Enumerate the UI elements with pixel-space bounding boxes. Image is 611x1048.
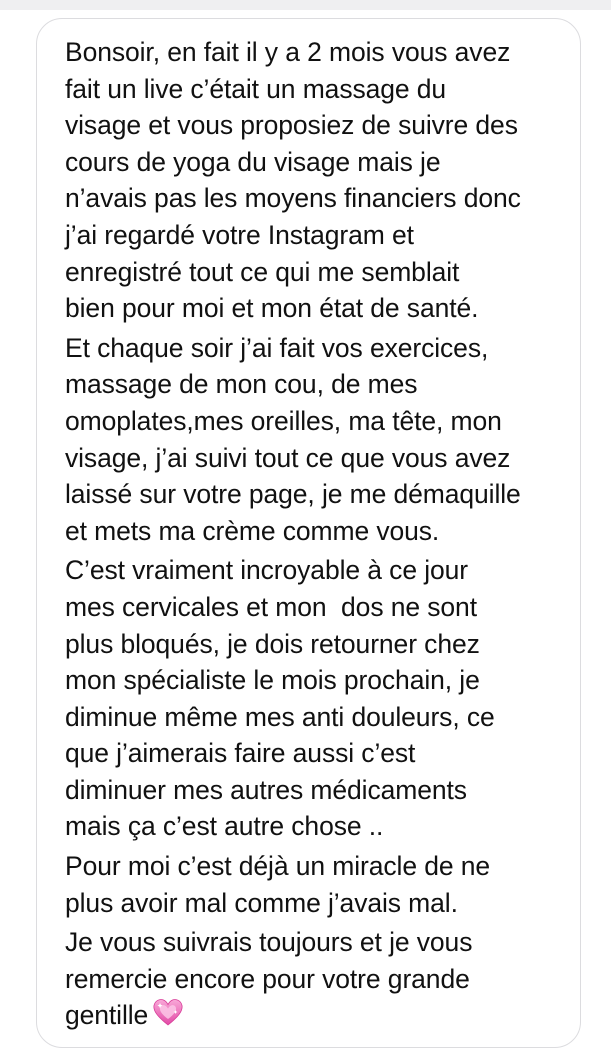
- message-line: plus avoir mal comme j’avais mal.: [65, 887, 458, 918]
- message-line: visage, j’ai suivi tout ce que vous avez: [65, 442, 511, 473]
- message-line: remercie encore pour votre grande: [65, 963, 470, 994]
- message-line: que j’aimerais faire aussi c’est: [65, 738, 416, 769]
- message-line: mes cervicales et mon dos ne sont: [65, 591, 477, 622]
- message-line: omoplates,mes oreilles, ma tête, mon: [65, 405, 502, 436]
- message-line: Bonsoir, en fait il y a 2 mois vous avez: [65, 37, 511, 67]
- message-line: visage et vous proposiez de suivre des: [65, 110, 518, 141]
- message-line: diminuer mes autres médicaments: [65, 774, 467, 805]
- message-paragraph: [65, 34, 565, 327]
- message-line: mon spécialiste le mois prochain, je: [65, 665, 480, 696]
- message-line: Et chaque soir j’ai fait vos exercices,: [65, 332, 489, 363]
- top-bar: [0, 0, 611, 10]
- sparkling-heart-icon: [152, 997, 184, 1037]
- message-line: bien pour moi et mon état de santé.: [65, 293, 479, 324]
- message-line: C’est vraiment incroyable à ce jour: [65, 555, 469, 586]
- message-line: j’ai regardé votre Instagram et: [65, 219, 414, 250]
- message-paragraph: [65, 330, 565, 550]
- message-paragraph: [65, 552, 565, 845]
- message-text: [65, 34, 565, 1037]
- message-line: n’avais pas les moyens financiers donc: [65, 183, 521, 214]
- message-line: diminue même mes anti douleurs, ce: [65, 701, 495, 732]
- message-line: fait un live c’était un massage du: [65, 73, 447, 104]
- message-line: et mets ma crème comme vous.: [65, 515, 440, 546]
- message-line: massage de mon cou, de mes: [65, 369, 418, 400]
- message-line: enregistré tout ce qui me semblait: [65, 256, 460, 287]
- message-line-text: gentille: [65, 1000, 149, 1031]
- message-line-last: [65, 997, 565, 1037]
- message-paragraph: [65, 848, 565, 921]
- message-line: Je vous suivrais toujours et je vous: [65, 927, 473, 958]
- message-line: mais ça c’est autre chose ..: [65, 811, 384, 842]
- message-line: cours de yoga du visage mais je: [65, 146, 441, 177]
- message-line: plus bloqués, je dois retourner chez: [65, 628, 480, 659]
- message-paragraph: [65, 924, 565, 1037]
- message-line: laissé sur votre page, je me démaquille: [65, 479, 521, 510]
- message-line: Pour moi c’est déjà un miracle de ne: [65, 851, 491, 882]
